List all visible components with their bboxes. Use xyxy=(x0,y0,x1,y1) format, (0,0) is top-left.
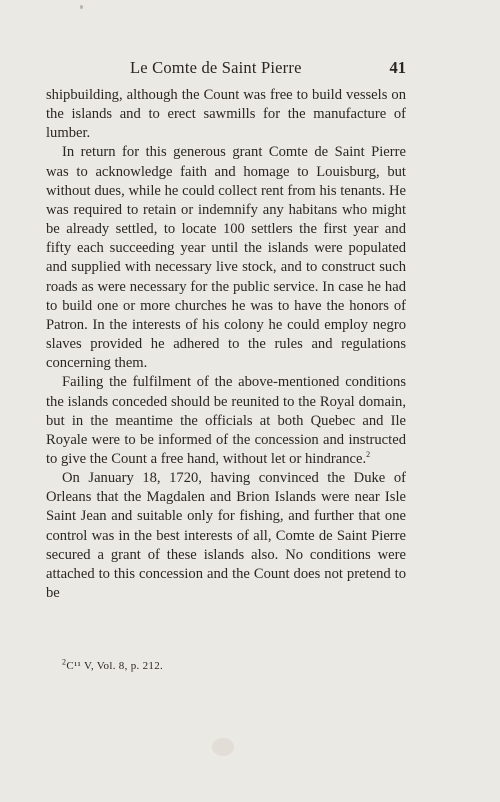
paragraph: On January 18, 1720, having convinced the Duke of Orleans that the Magdalen and Brion Islands were near Isle Saint Jean and suitable only for fishing, and further that one control was in the best interests of all, Comte de Saint Pierre secured a grant of these islands also. No conditions were attached to this concession and the Count does not pretend to be xyxy=(46,470,406,602)
footnote xyxy=(62,657,164,672)
footnote-text: C¹¹ V, Vol. 8, p. 212. xyxy=(66,660,164,672)
paper-stain xyxy=(212,738,234,756)
body-text xyxy=(46,86,406,603)
paragraph: Failing the fulfilment of the above-mentioned conditions the islands conceded should be reunited to the Royal domain, but in the meantime the officials at both Quebec and Ile Royale were to be informed of the concession and instructed to give the Count a free hand, without let or hindrance.$^2$ xyxy=(46,374,406,467)
paragraph: shipbuilding, although the Count was free to build vessels on the islands and to erect sawmills for the manufacture of lumber. xyxy=(46,87,406,142)
running-title: Le Comte de Saint Pierre xyxy=(130,58,302,77)
paragraph: In return for this generous grant Comte de Saint Pierre was to acknowledge faith and homage to Louisburg, but without dues, while he could collect rent from his tenants. He was required to retain or indemnify any habitans who might be already settled, to locate 100 settlers the first year and fifty each succeeding year until the islands were populated and supplied with necessary live stock, and to construct such roads as were necessary for the public service. In case he had to build one or more churches he was to have the honors of Patron. In the interests of his colony he could employ negro slaves provided he adhered to the rules and regulations concerning them. xyxy=(46,144,406,372)
ink-speck xyxy=(80,5,83,9)
page-number: 41 xyxy=(389,58,406,77)
footnote-marker: 2 xyxy=(62,657,67,667)
footnote-reference[interactable]: 2 xyxy=(366,450,371,460)
running-head xyxy=(46,58,406,80)
